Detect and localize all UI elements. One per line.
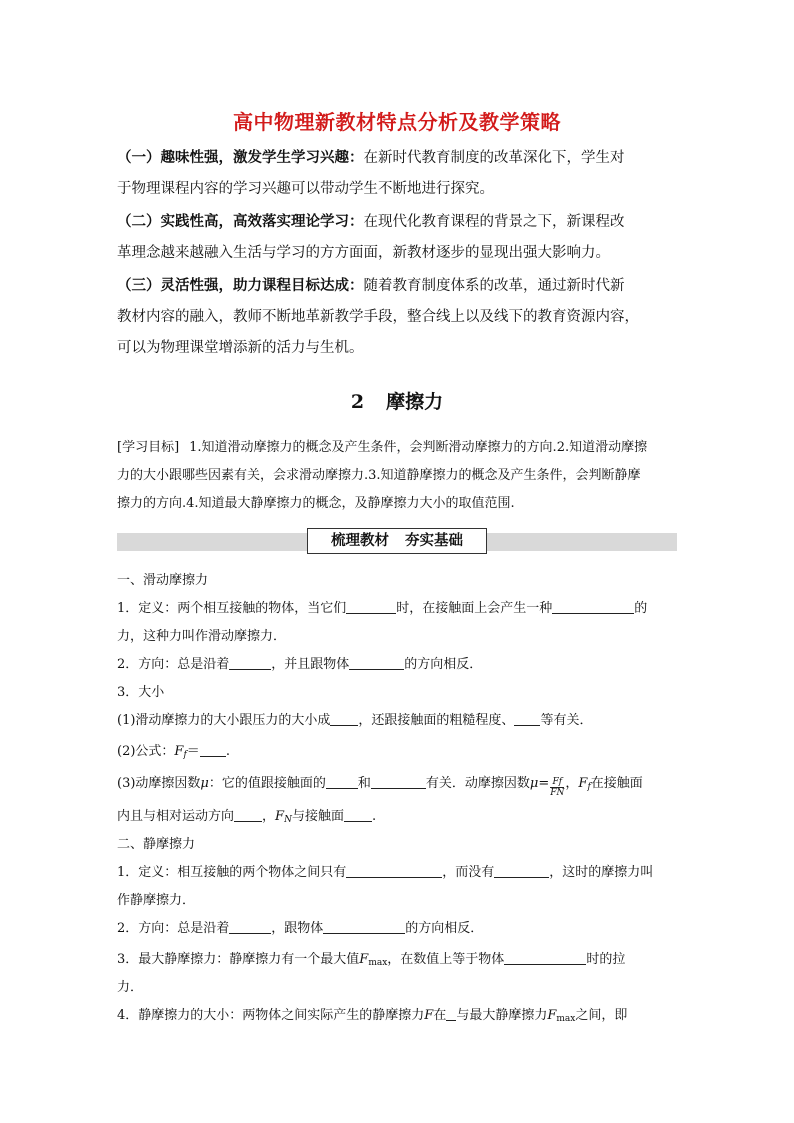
intro-paragraph-1 [117, 142, 679, 205]
fill-blank[interactable] [514, 710, 540, 726]
subscript: N [284, 815, 292, 825]
static-definition-cont: 作静摩擦力． [117, 893, 196, 908]
fraction-denominator: FN [550, 788, 565, 798]
text: 有关．动摩擦因数 [425, 776, 530, 791]
text: ：它的值跟接触面的 [208, 776, 326, 791]
text: 的 [634, 601, 648, 616]
text: (3)动摩擦因数 [117, 776, 201, 791]
text: 与最大静摩擦力 [456, 1008, 548, 1023]
section-number: 2 [350, 391, 365, 413]
sliding-formula [117, 736, 677, 767]
learning-goals [117, 434, 677, 518]
intro-lead: （一）趣味性强，激发学生学习兴趣： [117, 149, 364, 166]
static-heading: 二、静摩擦力 [117, 837, 196, 852]
static-direction [117, 913, 677, 944]
text: 4．静摩擦力的大小：两物体之间实际产生的静摩擦力 [117, 1008, 425, 1023]
sliding-coefficient-cont [117, 801, 677, 832]
text: ，在数值上等于物体 [387, 952, 505, 967]
static-definition [117, 857, 677, 888]
sliding-size-1 [117, 705, 677, 736]
symbol: F [275, 809, 285, 824]
fill-blank[interactable] [494, 862, 549, 878]
fill-blank[interactable] [349, 654, 404, 670]
sliding-definition [117, 593, 677, 624]
symbol: F [359, 952, 369, 967]
text: 与接触面 [291, 809, 344, 824]
text: ， [262, 809, 276, 824]
text: 在接触面 [590, 776, 643, 791]
fill-blank[interactable] [552, 598, 634, 614]
static-max [117, 944, 677, 975]
text: ＝ [186, 744, 200, 759]
fill-blank[interactable] [344, 806, 372, 822]
banner-right: 夯实基础 [405, 533, 463, 549]
text: 等有关． [540, 713, 593, 728]
intro-text: 革理念越来越融入生活与学习的方方面面，新教材逐步的显现出强大影响力。 [117, 245, 610, 261]
intro-text: 随着教育制度体系的改革，通过新时代新 [363, 278, 625, 294]
section-title [0, 387, 794, 414]
symbol: μ= [529, 776, 550, 791]
text: 的方向相反． [405, 921, 484, 936]
sliding-coefficient [117, 767, 677, 801]
banner-left: 梳理教材 [331, 533, 389, 549]
text: ，并且跟物体 [271, 657, 350, 672]
fill-blank[interactable] [330, 710, 358, 726]
intro-text: 在新时代教育制度的改革深化下，学生对 [363, 150, 625, 166]
sliding-size-heading: 3．大小 [117, 685, 165, 700]
intro-text: 可以为物理课堂增添新的活力与生机。 [117, 340, 364, 356]
goals-line: 力的大小跟哪些因素有关，会求滑动摩擦力.3.知道静摩擦力的概念及产生条件，会判断静摩 [117, 468, 641, 483]
text: (1)滑动摩擦力的大小跟压力的大小成 [117, 713, 331, 728]
intro-paragraph-3 [117, 270, 679, 364]
sliding-heading: 一、滑动摩擦力 [117, 573, 209, 588]
page-title: 高中物理新教材特点分析及教学策略 [233, 110, 561, 134]
text: . [371, 809, 377, 824]
text: ，这时的摩擦力叫 [549, 865, 654, 880]
text: 内且与相对运动方向 [117, 809, 235, 824]
intro-lead: （三）灵活性强，助力课程目标达成： [117, 277, 364, 294]
section-banner-label [307, 528, 487, 554]
goals-line: 1.知道滑动摩擦力的概念及产生条件，会判断滑动摩擦力的方向.2.知道滑动摩擦 [189, 440, 648, 455]
text: 时，在接触面上会产生一种 [396, 601, 553, 616]
text: 和 [357, 776, 371, 791]
text: 1．定义：相互接触的两个物体之间只有 [117, 865, 347, 880]
fill-blank[interactable] [326, 773, 358, 789]
text: ，跟物体 [271, 921, 324, 936]
fill-blank[interactable] [323, 918, 405, 934]
goals-tag: [学习目标] [117, 440, 180, 455]
intro-text: 教材内容的融入，教师不断地革新教学手段，整合线上以及线下的教育资源内容， [117, 309, 639, 325]
text: 在 [433, 1008, 447, 1023]
fraction [550, 777, 564, 798]
text: 2．方向：总是沿着 [117, 921, 230, 936]
text: . [225, 744, 230, 759]
symbol: F [547, 1008, 557, 1023]
intro-lead: （二）实践性高，高效落实理论学习： [117, 213, 364, 230]
text: ，而没有 [442, 865, 495, 880]
subscript: f [587, 782, 591, 792]
subscript: max [556, 1014, 576, 1024]
fill-blank[interactable] [346, 862, 442, 878]
symbol: μ [200, 776, 209, 791]
text: 时的拉 [586, 952, 626, 967]
fill-blank[interactable] [371, 773, 426, 789]
symbol: F [424, 1008, 434, 1023]
fill-blank[interactable] [234, 806, 262, 822]
symbol: F [174, 744, 184, 759]
text: ，还跟接触面的粗糙程度、 [358, 713, 515, 728]
text: 之间，即 [575, 1008, 628, 1023]
goals-line: 擦力的方向.4.知道最大静摩擦力的概念，及静摩擦力大小的取值范围. [117, 496, 515, 511]
intro-paragraph-2 [117, 206, 679, 269]
fill-blank[interactable] [229, 918, 271, 934]
static-max-cont: 力． [117, 980, 144, 995]
subscript: max [368, 958, 388, 968]
exercise-content [117, 568, 677, 1031]
text: 3．最大静摩擦力：静摩擦力有一个最大值 [117, 952, 360, 967]
symbol: F [578, 776, 588, 791]
intro-text: 在现代化教育课程的背景之下，新课程改 [363, 214, 625, 230]
fill-blank[interactable] [346, 598, 396, 614]
fill-blank[interactable] [504, 949, 586, 965]
text: ， [565, 776, 579, 791]
text: 的方向相反． [404, 657, 483, 672]
fill-blank[interactable] [446, 1005, 456, 1021]
text: 2．方向：总是沿着 [117, 657, 230, 672]
text: (2)公式： [117, 744, 175, 759]
sliding-definition-cont: 力，这种力叫作滑动摩擦力． [117, 629, 287, 644]
sliding-direction [117, 649, 677, 680]
section-name: 摩擦力 [386, 391, 444, 413]
static-size [117, 1000, 677, 1031]
fill-blank[interactable] [229, 654, 271, 670]
fraction-numerator: Ff [550, 777, 564, 788]
fill-blank[interactable] [200, 741, 226, 757]
subscript: f [183, 750, 187, 760]
intro-text: 于物理课程内容的学习兴趣可以带动学生不断地进行探究。 [117, 181, 494, 197]
text: 1．定义：两个相互接触的物体，当它们 [117, 601, 347, 616]
